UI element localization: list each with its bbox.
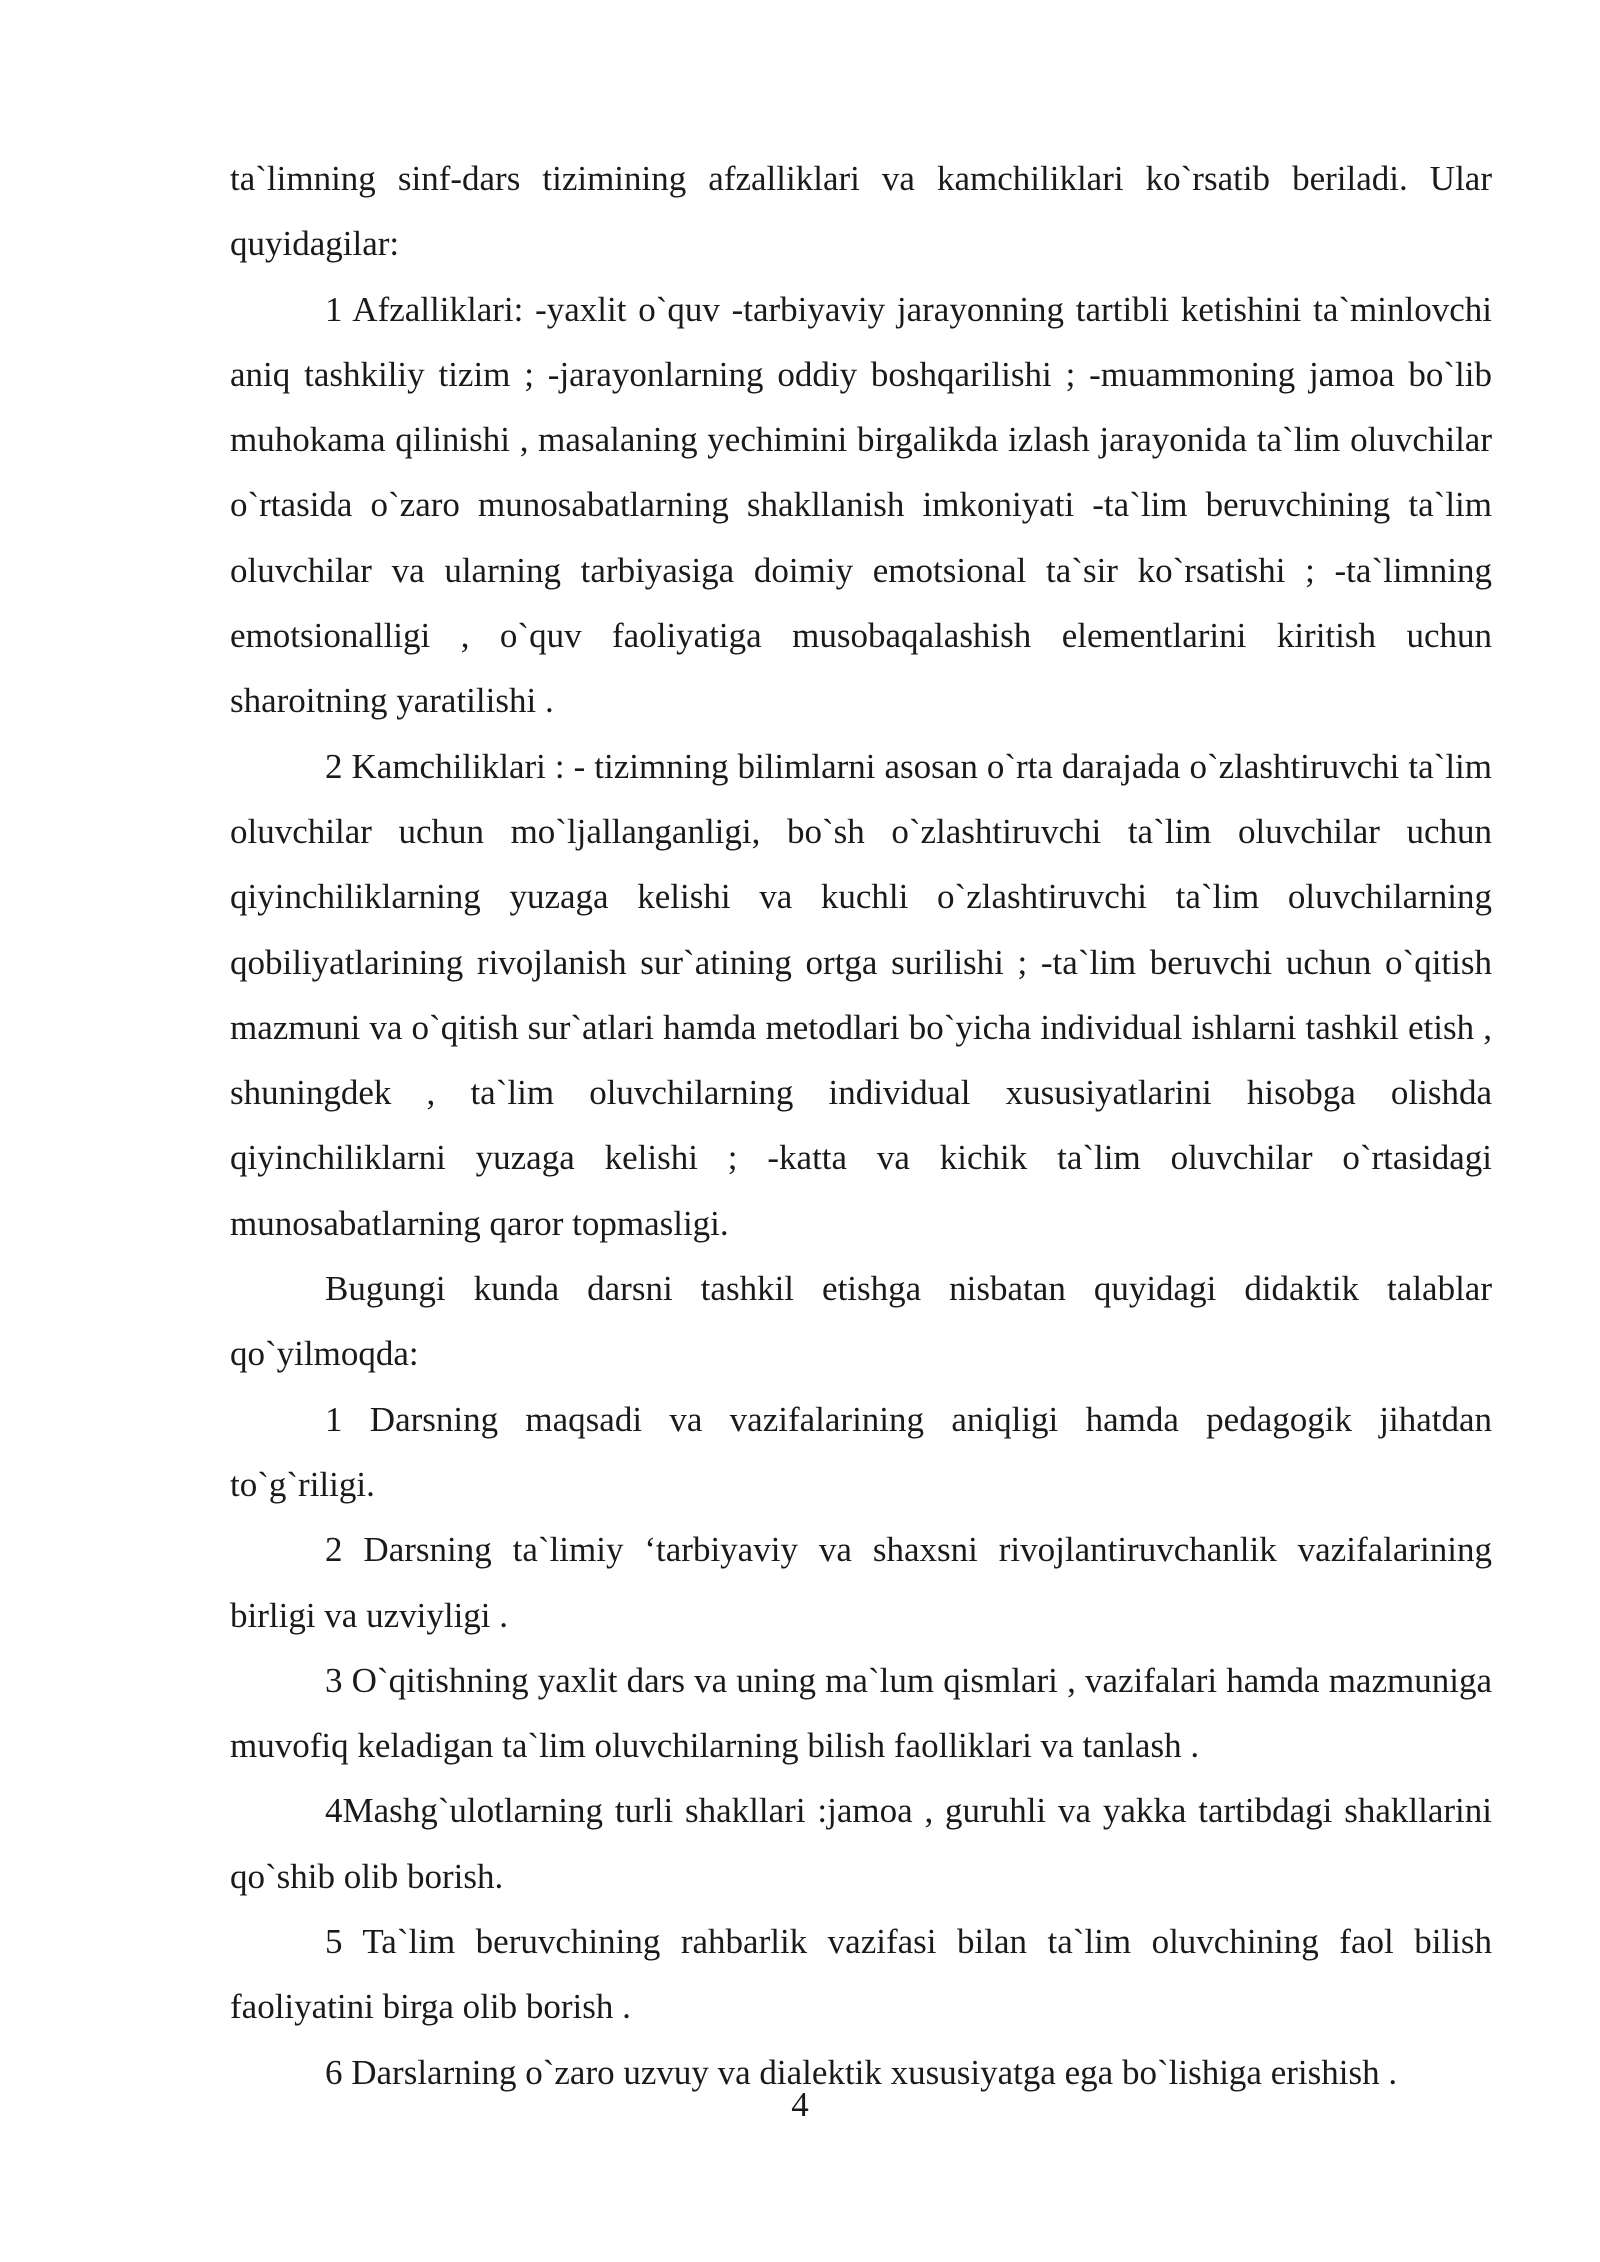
list-item-requirement-5: 5 Ta`lim beruvchining rahbarlik vazifasi bilan ta`lim oluvchining faol bilish faoliyatini birga olib borish . [230,1922,1492,2027]
body-text [230,146,1492,2105]
list-item-requirement-4: 4Mashg`ulotlarning turli shakllari :jamoa , guruhli va yakka tartibdagi shakllarini qo`shib olib borish. [230,1791,1492,1896]
list-item-requirement-6: 6 Darslarning o`zaro uzvuy va dialektik xususiyatga ega bo`lishiga erishish . [325,2052,1398,2092]
list-item-requirement-3: 3 O`qitishning yaxlit dars va uning ma`lum qismlari , vazifalari hamda mazmuniga muvofiq keladigan ta`lim oluvchilarning bilish faolliklari va tanlash . [230,1660,1492,1766]
list-item-requirement-2: 2 Darsning ta`limiy ‘tarbiyaviy va shaxsni rivojlantiruvchanlik vazifalarining birligi va uzviyligi . [230,1530,1492,1635]
paragraph-requirements-intro: Bugungi kunda darsni tashkil etishga nisbatan quyidagi didaktik talablar qo`yilmoqda: [230,1269,1492,1374]
list-item-requirement-1: 1 Darsning maqsadi va vazifalarining aniqligi hamda pedagogik jihatdan to`g`riligi. [230,1399,1492,1504]
paragraph-disadvantages: 2 Kamchiliklari : - tizimning bilimlarni asosan o`rta darajada o`zlashtiruvchi ta`lim oluvchilar uchun mo`ljallanganligi, bo`sh o`zlashtiruvchi ta`lim oluvchilar uchun qiyinchiliklarning yuzaga kelishi va kuchli o`zlashtiruvchi ta`lim oluvchilarning qobiliyatlarining rivojlanish sur`atining ortga surilishi ; -ta`lim beruvchi uchun o`qitish mazmuni va o`qitish sur`atlari hamda metodlari bo`yicha individual ishlarni tashkil etish , shuningdek , ta`lim oluvchilarning individual xususiyatlarini hisobga olishda qiyinchiliklarni yuzaga kelishi ; -katta va kichik ta`lim oluvchilar o`rtasidagi munosabatlarning qaror topmasligi. [230,746,1492,1243]
page-number: 4 [791,2085,809,2124]
paragraph-intro-continuation: ta`limning sinf-dars tizimining afzalliklari va kamchiliklari ko`rsatib beriladi. Ular quyidagilar: [230,159,1492,264]
paragraph-advantages: 1 Afzalliklari: -yaxlit o`quv -tarbiyaviy jarayonning tartibli ketishini ta`minlovchi aniq tashkiliy tizim ; -jarayonlarning oddiy boshqarilishi ; -muammoning jamoa bo`lib muhokama qilinishi , masalaning yechimini birgalikda izlash jarayonida ta`lim oluvchilar o`rtasida o`zaro munosabatlarning shakllanish imkoniyati -ta`lim beruvchining ta`lim oluvchilar va ularning tarbiyasiga doimiy emotsional ta`sir ko`rsatishi ; -ta`limning emotsionalligi , o`quv faoliyatiga musobaqalashish elementlarini kiritish uchun sharoitning yaratilishi . [230,289,1492,721]
